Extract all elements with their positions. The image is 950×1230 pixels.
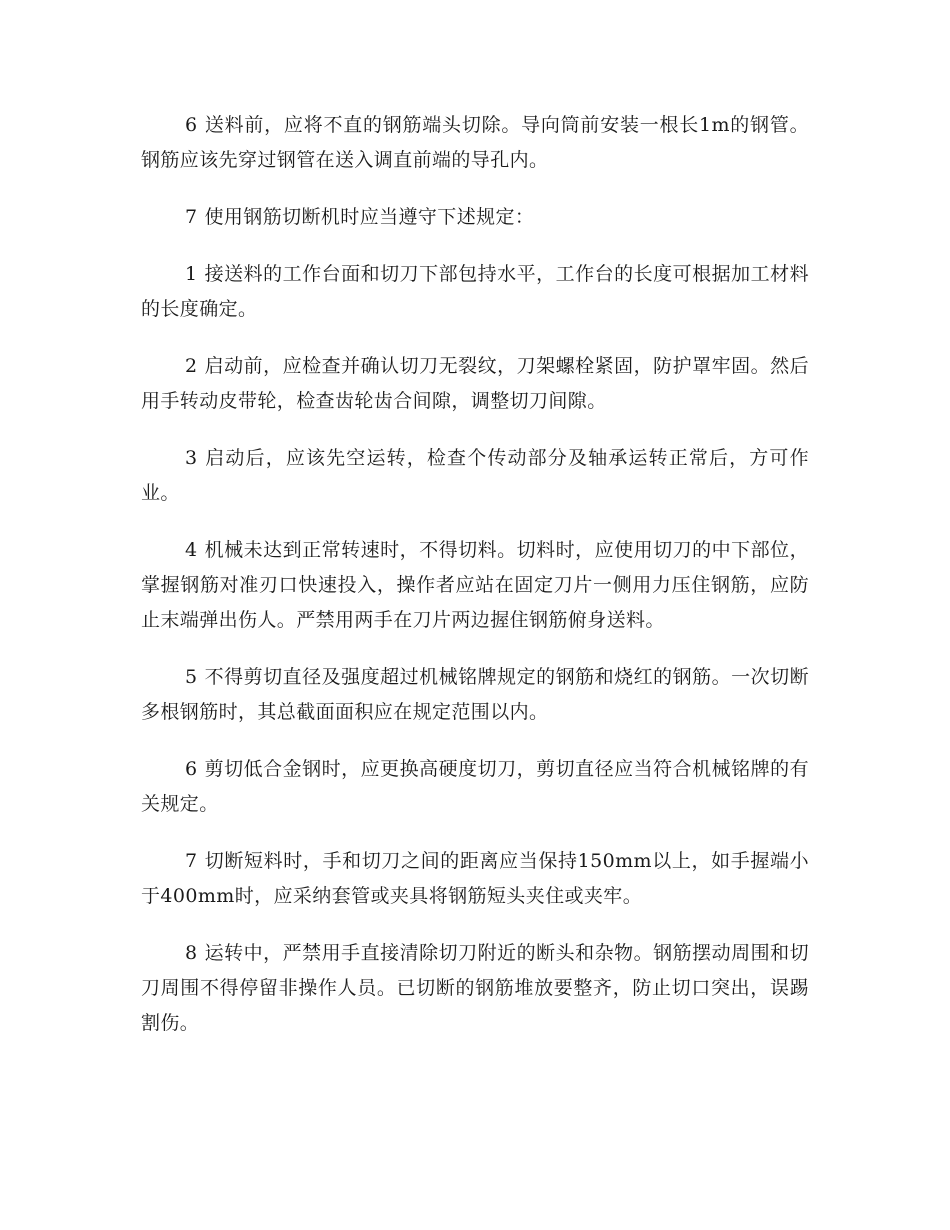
paragraph-text: 接送料的工作台面和切刀下部包持水平，工作台的长度可根据加工材料的长度确定。 [141, 263, 809, 320]
paragraph [141, 660, 809, 730]
item-number: 8 [185, 942, 198, 964]
paragraph [141, 441, 809, 511]
paragraph [141, 752, 809, 822]
paragraph [141, 200, 809, 235]
paragraph-text: 剪切低合金钢时，应更换高硬度切刀，剪切直径应当符合机械铭牌的有关规定。 [141, 758, 809, 815]
paragraph-text: 启动前，应检查并确认切刀无裂纹，刀架螺栓紧固，防护罩牢固。然后用手转动皮带轮，检查齿轮齿合间隙，调整切刀间隙。 [141, 355, 809, 412]
paragraph [141, 257, 809, 327]
paragraph [141, 533, 809, 638]
paragraph-text: 切断短料时，手和切刀之间的距离应当保持150mm以上，如手握端小于400mm时，应采纳套管或夹具将钢筋短头夹住或夹牢。 [141, 850, 809, 907]
paragraph-text: 运转中，严禁用手直接清除切刀附近的断头和杂物。钢筋摆动周围和切刀周围不得停留非操作人员。已切断的钢筋堆放要整齐，防止切口突出，误踢割伤。 [141, 942, 809, 1034]
item-number: 4 [185, 539, 198, 561]
paragraph-text: 使用钢筋切断机时应当遵守下述规定： [204, 206, 535, 228]
item-number: 6 [185, 114, 198, 136]
item-number: 2 [185, 355, 198, 377]
item-number: 7 [185, 206, 198, 228]
paragraph-text: 送料前，应将不直的钢筋端头切除。导向筒前安装一根长1m的钢管。钢筋应该先穿过钢管在送入调直前端的导孔内。 [141, 114, 809, 171]
paragraph-text: 机械未达到正常转速时，不得切料。切料时，应使用切刀的中下部位，掌握钢筋对准刃口快速投入，操作者应站在固定刀片一侧用力压住钢筋，应防止末端弹出伤人。严禁用两手在刀片两边握住钢筋俯身送料。 [141, 539, 809, 631]
paragraph [141, 108, 809, 178]
document-body [141, 108, 809, 1063]
item-number: 6 [185, 758, 198, 780]
paragraph [141, 936, 809, 1041]
paragraph [141, 844, 809, 914]
paragraph-text: 启动后，应该先空运转，检查个传动部分及轴承运转正常后，方可作业。 [141, 447, 809, 504]
item-number: 1 [185, 263, 198, 285]
item-number: 3 [185, 447, 198, 469]
paragraph-text: 不得剪切直径及强度超过机械铭牌规定的钢筋和烧红的钢筋。一次切断多根钢筋时，其总截面面积应在规定范围以内。 [141, 666, 809, 723]
item-number: 5 [185, 666, 198, 688]
item-number: 7 [185, 850, 198, 872]
paragraph [141, 349, 809, 419]
